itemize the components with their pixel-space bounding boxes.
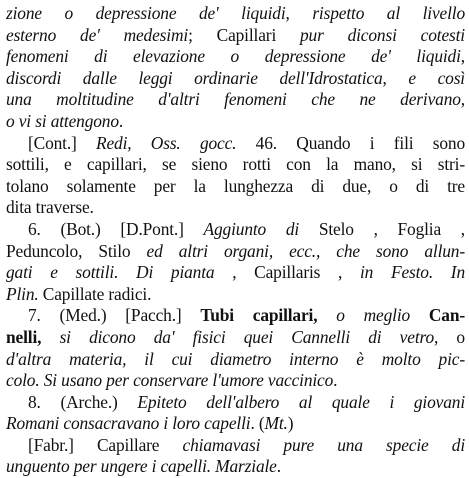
text-segment: tolano solamente per la lunghezza di due, o di tre <box>6 175 465 196</box>
text-segment: sottili, e capillari, se sieno rotti con la mano, si stri- <box>6 154 465 175</box>
text-line <box>6 435 465 457</box>
text-segment: Can- <box>428 305 465 326</box>
text-segment: [Cont.] <box>28 132 97 153</box>
text-segment: gati e sottili. Di pianta <box>6 262 215 283</box>
text-line <box>6 89 465 111</box>
text-line <box>6 284 465 306</box>
text-line <box>6 219 465 241</box>
text-segment: chiamavasi pure una specie di <box>182 434 465 455</box>
text-line <box>6 370 465 392</box>
text-line <box>6 392 465 414</box>
text-segment: . ( <box>250 413 265 434</box>
text-line <box>6 3 465 25</box>
text-line <box>6 349 465 371</box>
text-line <box>6 133 465 155</box>
text-segment: , Capillaris , <box>214 262 360 283</box>
text-segment: Redi, Oss. gocc. <box>96 132 237 153</box>
text-segment: Epiteto dell'albero al quale i giovani <box>137 391 465 412</box>
text-segment: Capillate radici. <box>38 283 152 304</box>
text-segment: . <box>276 456 281 477</box>
text-segment: Tubi capillari, <box>200 305 318 326</box>
text-segment: unguento per ungere i capelli. Marziale <box>6 456 277 477</box>
text-line <box>6 111 465 133</box>
text-segment: 6. (Bot.) [D.Pont.] <box>28 218 204 239</box>
text-segment: dita traverse. <box>6 197 94 218</box>
text-segment: Stelo , Foglia , <box>299 218 465 239</box>
text-segment: e così <box>408 67 465 88</box>
text-segment: in Festo. In <box>359 262 465 283</box>
text-line <box>6 68 465 90</box>
text-segment: o meglio <box>317 305 429 326</box>
text-segment: , <box>460 46 465 67</box>
text-segment: Romani consacravano i loro capelli <box>6 413 251 434</box>
text-segment: fenomeni di elevazione o depressione de' liquidi <box>6 46 461 67</box>
text-line <box>6 176 465 198</box>
text-segment: Mt. <box>264 413 288 434</box>
text-segment: , <box>460 89 465 110</box>
text-segment: , o <box>434 326 465 347</box>
text-segment: rispetto al livello <box>312 3 465 23</box>
text-segment: , <box>382 67 409 88</box>
text-segment: o vi si attengono <box>6 110 119 131</box>
text-segment: Plin. <box>6 283 39 304</box>
text-line <box>6 413 465 435</box>
text-line <box>6 46 465 68</box>
text-segment: 7. (Med.) [Pacch.] <box>28 305 201 326</box>
text-line <box>6 305 465 327</box>
text-segment: colo. Si usano per conservare l'umore vaccinico <box>6 370 334 391</box>
text-segment: 8. (Arche.) <box>28 391 138 412</box>
text-segment: discordi dalle leggi ordinarie dell'Idrostatica <box>6 67 383 88</box>
text-segment: una moltitudine d'altri fenomeni che ne derivano <box>6 89 461 110</box>
text-line <box>6 327 465 349</box>
text-segment: pur diconsi cotesti <box>300 24 465 45</box>
text-segment: [Fabr.] Capillare <box>28 434 183 455</box>
text-segment: ; Capillari <box>188 24 300 45</box>
text-line <box>6 262 465 284</box>
text-line <box>6 154 465 176</box>
text-segment: . <box>333 370 338 391</box>
text-line <box>6 197 465 219</box>
text-line <box>6 241 465 263</box>
text-segment: Peduncolo, Stilo <box>6 240 147 261</box>
text-segment: ed altri organi, ecc., che sono allun- <box>146 240 465 261</box>
text-segment: zione o depressione de' liquidi <box>6 3 286 23</box>
text-segment: 46. Quando i fili sono <box>236 132 465 153</box>
text-segment: . <box>118 110 124 131</box>
text-segment: d'altra materia, il cui diametro interno è molto pic- <box>6 348 465 369</box>
text-segment: Aggiunto di <box>203 218 300 239</box>
text-segment: , <box>285 3 313 23</box>
text-line <box>6 25 465 47</box>
text-segment: ) <box>287 413 294 434</box>
text-segment: si dicono da' fisici quei Cannelli di vetro <box>41 326 435 347</box>
text-segment: nelli, <box>6 326 42 347</box>
text-segment: esterno de' medesimi <box>6 24 189 45</box>
